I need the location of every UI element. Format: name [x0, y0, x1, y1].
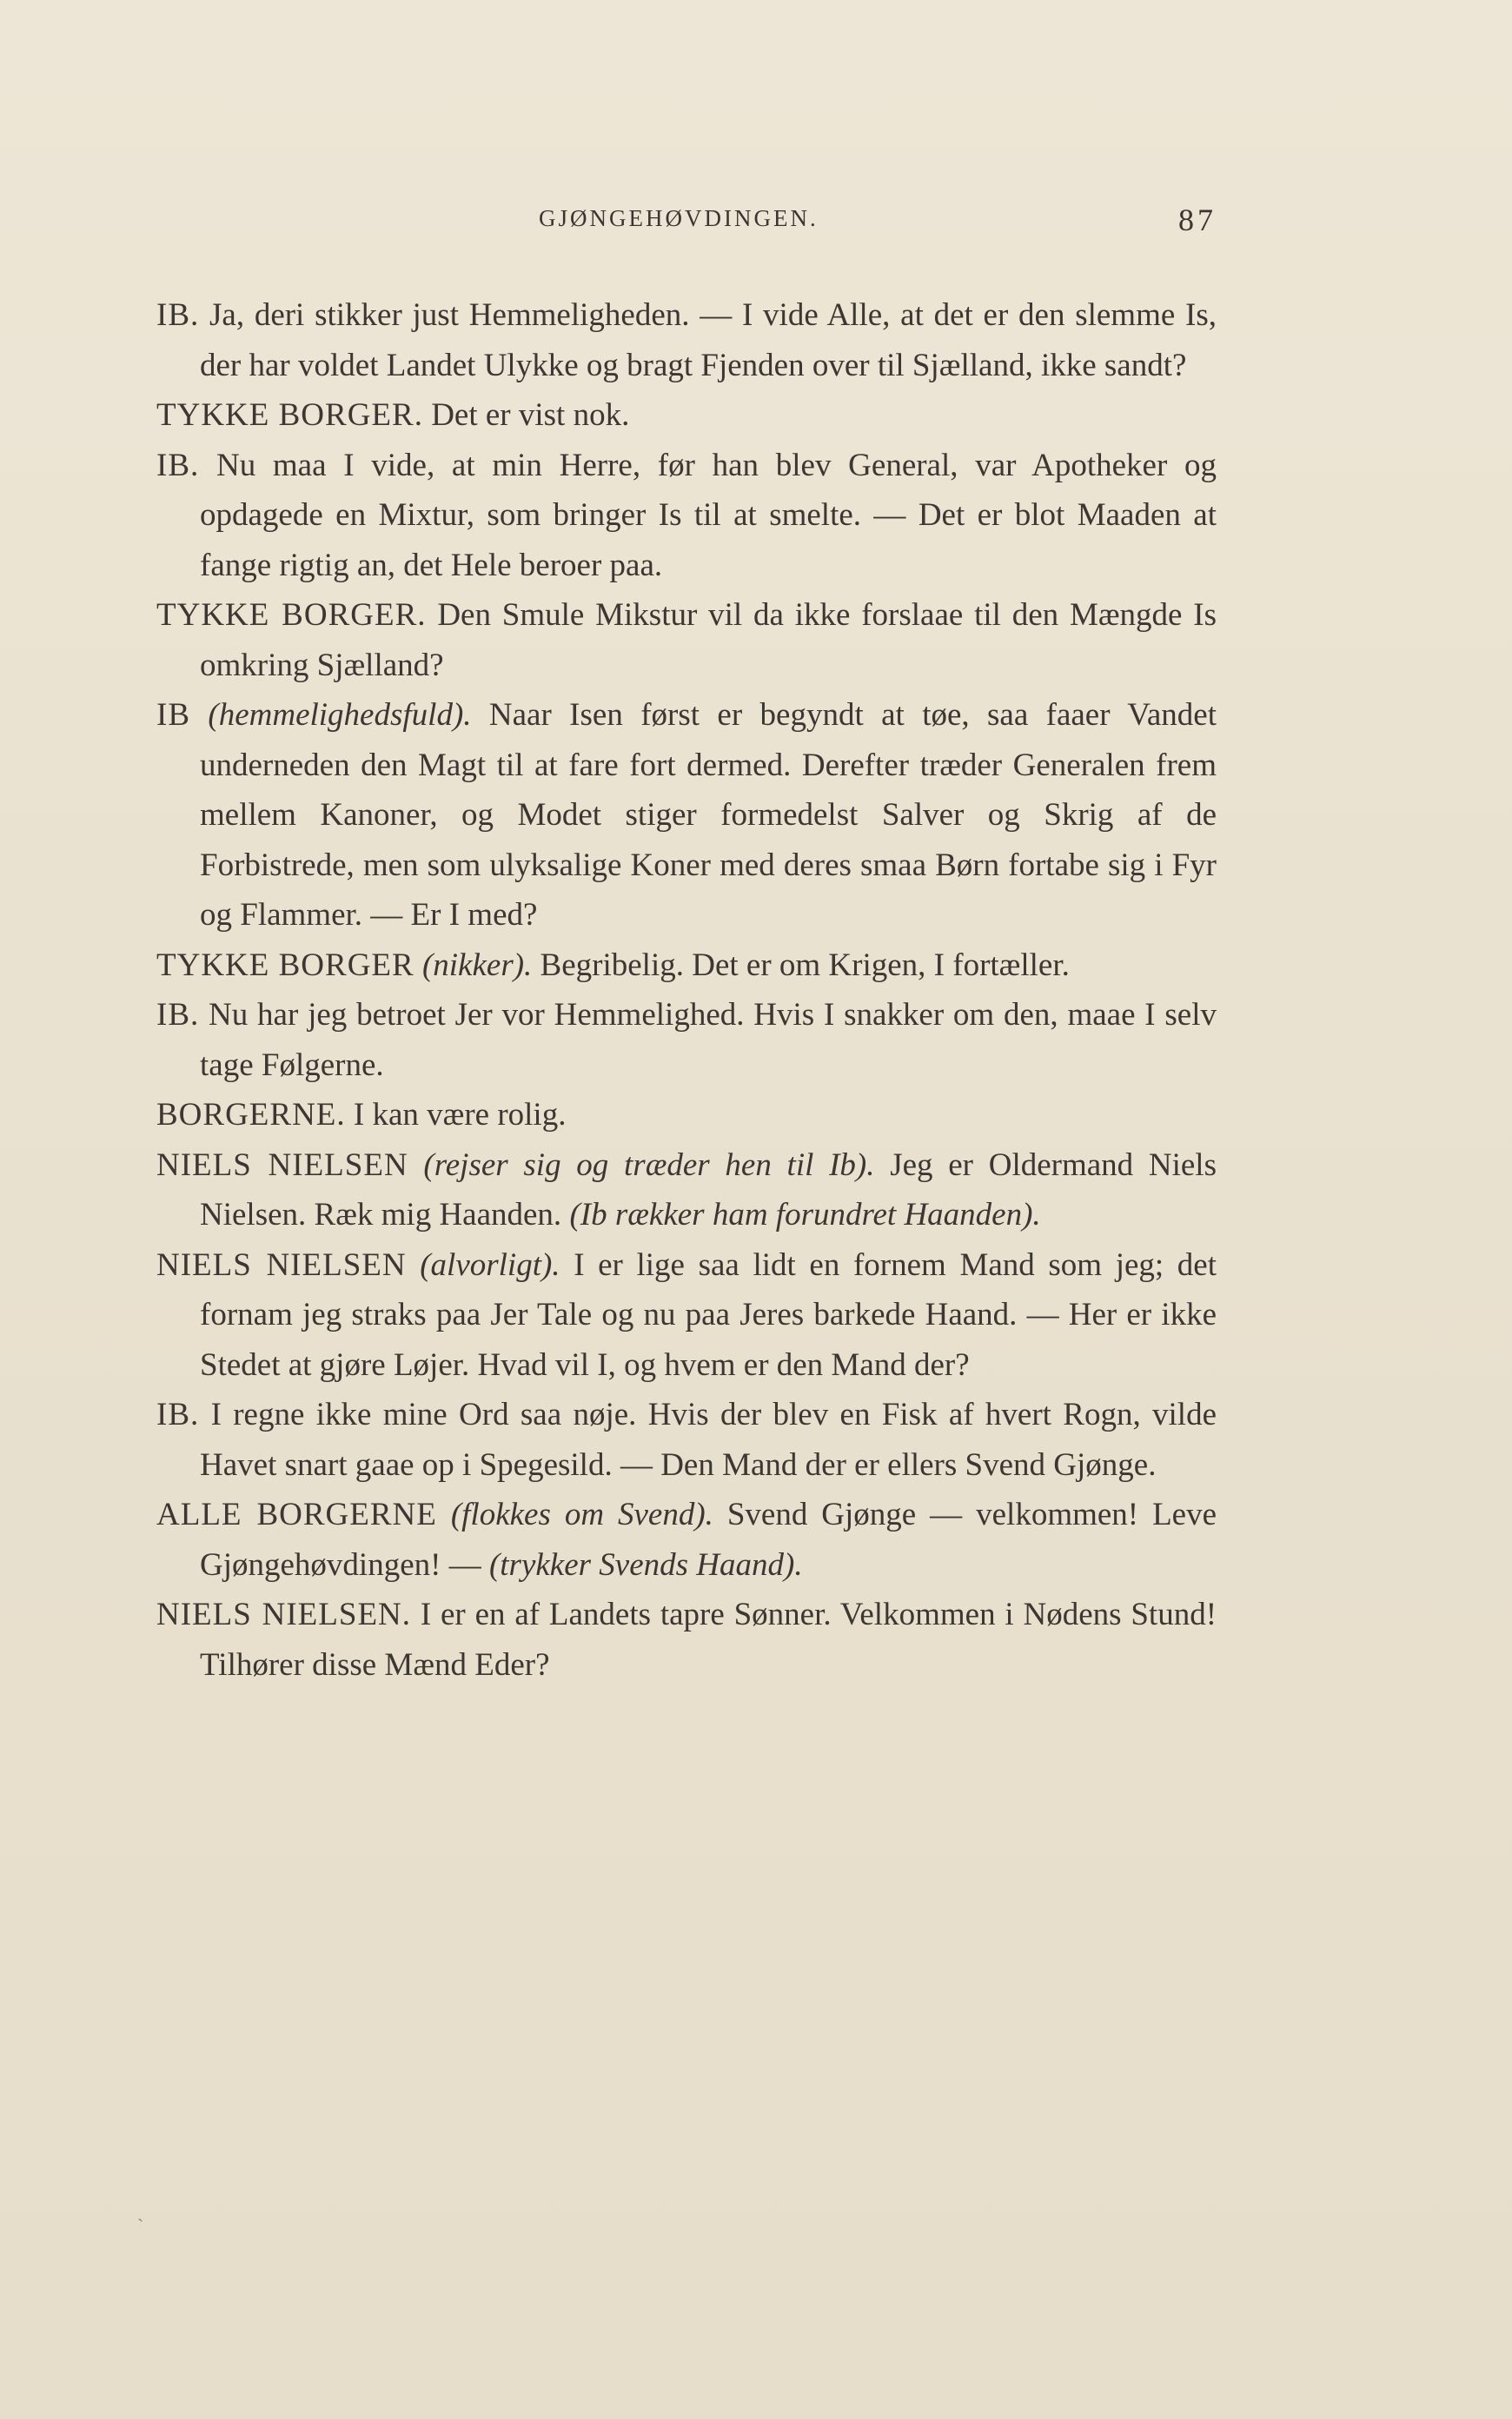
speaker-name: IB.: [156, 447, 200, 483]
speech-niels-nielsen: [156, 1590, 1217, 1690]
stage-direction: (rejser sig og træder hen til Ib).: [423, 1146, 875, 1183]
speech-ib: [156, 441, 1217, 591]
running-head: [156, 202, 1217, 245]
speech-text: Det er vist nok.: [431, 397, 630, 433]
speech-tykke-borger: [156, 390, 1217, 441]
speech-text: Begribelig. Det er om Krigen, I fortæller.: [540, 947, 1070, 983]
stage-direction-tail: (Ib rækker ham forundret Haanden).: [569, 1197, 1041, 1233]
speaker-name: IB.: [156, 1397, 200, 1432]
speech-text: Nu har jeg betroet Jer vor Hemmelighed. Hvis I snakker om den, maae I selv tage Følgerne.: [200, 997, 1217, 1083]
speaker-name: NIELS NIELSEN: [156, 1246, 407, 1283]
speech-text: Den Smule Mikstur vil da ikke forslaae til den Mængde Is omkring Sjælland?: [200, 597, 1217, 683]
print-speck: ˋ: [137, 2215, 144, 2236]
speech-text: Jeg er Oldermand Niels Nielsen. Ræk mig Haanden.: [200, 1146, 1217, 1233]
speech-text: Naar Isen først er begyndt at tøe, saa faaer Vandet underneden den Magt til at fare fort dermed. Derefter træder Generalen frem mellem Kanoner, og Modet stiger formedelst Salver og Skrig af de Forbistrede, men som ulyksalige Koner med deres smaa Børn fortabe sig i Fyr og Flammer. — Er I med?: [200, 697, 1217, 933]
running-title: GJØNGEHØVDINGEN.: [539, 205, 819, 231]
speaker-name: BORGERNE.: [156, 1097, 346, 1133]
speech-text: I kan være rolig.: [353, 1097, 567, 1133]
speech-text: Nu maa I vide, at min Herre, før han blev General, var Apotheker og opdagede en Mixtur, som bringer Is til at smelte. — Det er blot Maaden at fange rigtig an, det Hele beroer paa.: [200, 447, 1217, 583]
speaker-name: ALLE BORGERNE: [156, 1497, 437, 1532]
speech-niels-nielsen: [156, 1240, 1217, 1391]
speech-tykke-borger: [156, 590, 1217, 690]
speech-text: Ja, deri stikker just Hemmeligheden. — I vide Alle, at det er den slemme Is, der har voldet Landet Ulykke og bragt Fjenden over til Sjælland, ikke sandt?: [200, 297, 1217, 383]
speaker-name: IB.: [156, 297, 200, 333]
stage-direction-tail: (trykker Svends Haand).: [488, 1546, 803, 1583]
speaker-name: TYKKE BORGER.: [156, 597, 427, 633]
speaker-name: IB.: [156, 997, 200, 1033]
stage-direction: (nikker).: [421, 947, 533, 983]
dialogue-body: [156, 290, 1217, 1690]
speech-borgerne: [156, 1090, 1217, 1140]
speaker-name: TYKKE BORGER.: [156, 397, 423, 433]
speech-text: I regne ikke mine Ord saa nøje. Hvis der blev en Fisk af hvert Rogn, vilde Havet snart gaae op i Spegesild. — Den Mand der er ellers Svend Gjønge.: [200, 1397, 1217, 1483]
stage-direction: (hemmelighedsfuld).: [208, 697, 472, 733]
speech-ib: [156, 990, 1217, 1090]
speech-niels-nielsen: [156, 1140, 1217, 1240]
speaker-name: IB: [156, 697, 190, 733]
page-number: 87: [1178, 203, 1217, 237]
speech-ib: [156, 690, 1217, 940]
speech-text: I er lige saa lidt en fornem Mand som jeg; det fornam jeg straks paa Jer Tale og nu paa Jeres barkede Haand. — Her er ikke Stedet at gjøre Løjer. Hvad vil I, og hvem er den Mand der?: [200, 1246, 1217, 1383]
speech-tykke-borger: [156, 940, 1217, 991]
stage-direction: (flokkes om Svend).: [450, 1497, 713, 1532]
speaker-name: NIELS NIELSEN: [156, 1146, 408, 1183]
speaker-name: NIELS NIELSEN.: [156, 1597, 412, 1632]
speech-text: Svend Gjønge — velkommen! Leve Gjøngehøvdingen! —: [200, 1497, 1217, 1583]
speech-ib: [156, 290, 1217, 390]
stage-direction: (alvorligt).: [420, 1246, 560, 1283]
speech-text: I er en af Landets tapre Sønner. Velkommen i Nødens Stund! Tilhører disse Mænd Eder?: [200, 1597, 1217, 1683]
speech-ib: [156, 1390, 1217, 1490]
speaker-name: TYKKE BORGER: [156, 947, 414, 983]
speech-alle-borgerne: [156, 1490, 1217, 1590]
